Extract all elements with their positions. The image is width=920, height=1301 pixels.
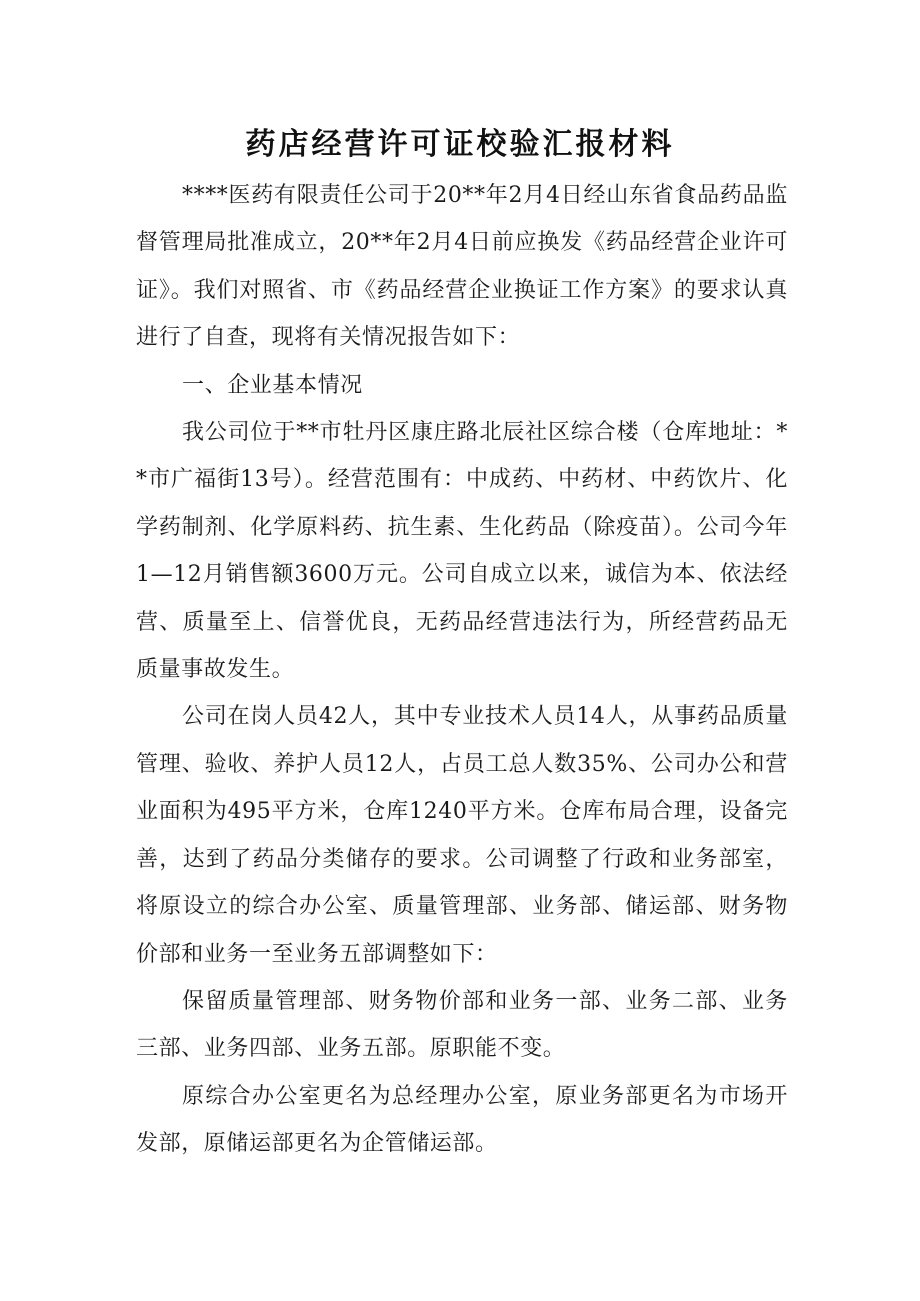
document-body: [136, 172, 788, 1168]
renamed-departments-paragraph: 原综合办公室更名为总经理办公室，原业务部更名为市场开发部，原储运部更名为企管储运部。: [136, 1083, 788, 1157]
document-title: 药店经营许可证校验汇报材料: [245, 127, 675, 162]
intro-paragraph: ****医药有限责任公司于20**年2月4日经山东省食品药品监督管理局批准成立，20**年2月4日前应换发《药品经营企业许可证》。我们对照省、市《药品经营企业换证工作方案》的要求认真进行了自查，现将有关情况报告如下：: [136, 183, 788, 351]
retained-departments-paragraph: 保留质量管理部、财务物价部和业务一部、业务二部、业务三部、业务四部、业务五部。原职能不变。: [136, 988, 788, 1062]
company-overview-paragraph: 我公司位于**市牡丹区康庄路北辰社区综合楼（仓库地址：**市广福街13号）。经营范围有：中成药、中药材、中药饮片、化学药制剂、化学原料药、抗生素、生化药品（除疫苗）。公司今年1—12月销售额3600万元。公司自成立以来，诚信为本、依法经营、质量至上、信誉优良，无药品经营违法行为，所经营药品无质量事故发生。: [136, 420, 788, 683]
section-heading: 一、企业基本情况: [182, 372, 363, 398]
staff-facilities-paragraph: 公司在岗人员42人，其中专业技术人员14人，从事药品质量管理、验收、养护人员12人，占员工总人数35%、公司办公和营业面积为495平方米，仓库1240平方米。仓库布局合理，设备完善，达到了药品分类储存的要求。公司调整了行政和业务部室，将原设立的综合办公室、质量管理部、业务部、储运部、财务物价部和业务一至业务五部调整如下：: [136, 704, 788, 967]
